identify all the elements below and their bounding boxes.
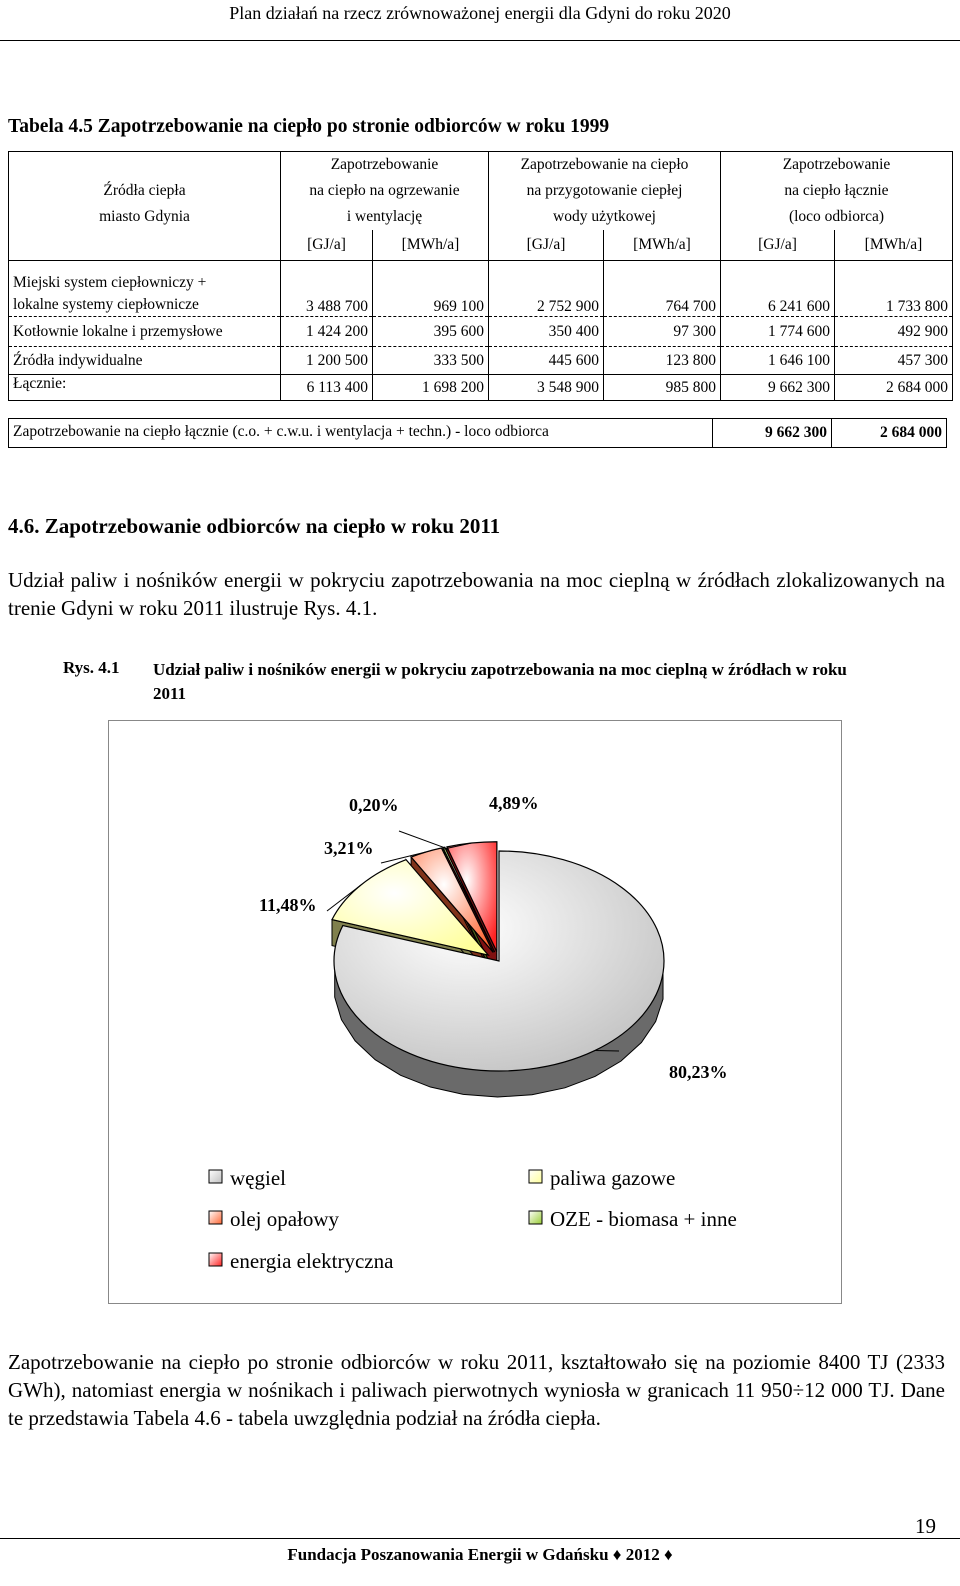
row-label: Miejski system ciepłowniczy + lokalne systemy ciepłownicze	[9, 261, 281, 317]
col-group-heating: Zapotrzebowanie	[281, 152, 489, 179]
table-cell: 2 684 000	[835, 375, 953, 401]
figure-number: Rys. 4.1	[63, 658, 120, 677]
summary-label: Zapotrzebowanie na ciepło łącznie (c.o. + c.w.u. i wentylacja + techn.) - loco odbiorca	[13, 423, 549, 440]
table-cell: 395 600	[373, 317, 489, 347]
table-row	[9, 317, 953, 347]
table-cell: 333 500	[373, 347, 489, 375]
unit-header: [GJ/a]	[489, 230, 604, 261]
summary-mwh-value: 2 684 000	[880, 424, 942, 441]
table-row	[9, 347, 953, 375]
table-cell: 2 752 900	[489, 261, 604, 317]
label-leader-line	[399, 831, 444, 847]
running-header: Plan działań na rzecz zrównoważonej energii dla Gdyni do roku 2020	[229, 3, 731, 23]
legend-label: OZE - biomasa + inne	[550, 1207, 737, 1231]
footer: Fundacja Poszanowania Energii w Gdańsku ♦ 2012 ♦	[287, 1545, 673, 1564]
table-cell: 492 900	[835, 317, 953, 347]
table-cell: 985 800	[604, 375, 721, 401]
data-label: 80,23%	[669, 1062, 728, 1082]
summary-row	[8, 418, 947, 448]
pie-chart-frame	[108, 720, 842, 1304]
unit-header: [MWh/a]	[373, 230, 489, 261]
legend-swatch	[529, 1211, 542, 1224]
table-cell: 969 100	[373, 261, 489, 317]
table-cell: 9 662 300	[721, 375, 835, 401]
table-cell: 6 113 400	[281, 375, 373, 401]
col-group-heating-line2: na ciepło na ogrzewanie	[281, 178, 489, 204]
demand-table	[8, 151, 953, 401]
table-cell: 1 200 500	[281, 347, 373, 375]
col-group-hot-water-line2: na przygotowanie ciepłej	[489, 178, 721, 204]
page-number: 19	[915, 1514, 936, 1538]
row-label: Łącznie:	[9, 375, 281, 401]
unit-header: [MWh/a]	[835, 230, 953, 261]
table-row-total	[9, 375, 953, 401]
figure-caption: Udział paliw i nośników energii w pokryciu zapotrzebowania na moc cieplną w źródłach w roku 2011	[153, 660, 847, 703]
table-cell: 350 400	[489, 317, 604, 347]
legend-label: olej opałowy	[230, 1207, 340, 1231]
corner-label-1: Źródła ciepła	[9, 178, 281, 204]
body-paragraph: Udział paliw i nośników energii w pokryciu zapotrzebowania na moc cieplną w źródłach zlokalizowanych na trenie Gdyni w roku 2011 ilustruje Rys. 4.1.	[8, 568, 945, 620]
table-cell: 457 300	[835, 347, 953, 375]
col-group-heating-line3: i wentylację	[281, 204, 489, 230]
table-cell: 97 300	[604, 317, 721, 347]
section-heading: 4.6. Zapotrzebowanie odbiorców na ciepło w roku 2011	[8, 514, 501, 538]
legend-swatch	[209, 1170, 222, 1183]
footer-rule	[0, 1538, 960, 1539]
legend-label: paliwa gazowe	[550, 1166, 676, 1190]
data-label: 11,48%	[259, 895, 317, 915]
legend-label: węgiel	[230, 1166, 286, 1190]
table-row	[9, 261, 953, 317]
row-label: Kotłownie lokalne i przemysłowe	[9, 317, 281, 347]
unit-header: [GJ/a]	[281, 230, 373, 261]
summary-gj-value: 9 662 300	[712, 419, 832, 447]
table-cell: 1 646 100	[721, 347, 835, 375]
table-cell: 123 800	[604, 347, 721, 375]
label-leader-line	[595, 1050, 619, 1051]
legend-swatch	[529, 1170, 542, 1183]
col-group-hot-water-line3: wody użytkowej	[489, 204, 721, 230]
col-group-total: Zapotrzebowanie	[721, 152, 953, 179]
legend-entry	[209, 1249, 394, 1273]
col-group-total-line3: (loco odbiorca)	[721, 204, 953, 230]
table-cell: 1 774 600	[721, 317, 835, 347]
data-label: 3,21%	[324, 838, 374, 858]
header-rule	[0, 40, 960, 41]
legend-entry	[209, 1207, 340, 1231]
table-cell: 764 700	[604, 261, 721, 317]
table-cell: 1 698 200	[373, 375, 489, 401]
row-label: Źródła indywidualne	[9, 347, 281, 375]
data-label: 0,20%	[349, 795, 399, 815]
col-group-total-line2: na ciepło łącznie	[721, 178, 953, 204]
table-caption: Tabela 4.5 Zapotrzebowanie na ciepło po stronie odbiorców w roku 1999	[8, 116, 610, 137]
corner-label-2: miasto Gdynia	[9, 204, 281, 230]
table-cell: 445 600	[489, 347, 604, 375]
legend-swatch	[209, 1211, 222, 1224]
legend-entry	[209, 1166, 286, 1190]
col-group-hot-water: Zapotrzebowanie na ciepło	[489, 152, 721, 179]
table-cell: 6 241 600	[721, 261, 835, 317]
legend-entry	[529, 1207, 737, 1231]
body-paragraph: Zapotrzebowanie na ciepło po stronie odbiorców w roku 2011, kształtowało się na poziomie 8400 TJ (2333 GWh), natomiast energia w nośnikach i paliwach pierwotnych wyniosła w granicach 11 950÷12 000 TJ. Dane te przedstawia Tabela 4.6 - tabela uwzględnia podział na źródła ciepła.	[8, 1350, 945, 1430]
legend-entry	[529, 1166, 675, 1190]
table-cell: 1 424 200	[281, 317, 373, 347]
unit-header: [MWh/a]	[604, 230, 721, 261]
legend-swatch	[209, 1253, 222, 1266]
pie-chart	[109, 721, 841, 1303]
table-cell: 3 548 900	[489, 375, 604, 401]
data-label: 4,89%	[489, 793, 539, 813]
table-cell: 3 488 700	[281, 261, 373, 317]
unit-header: [GJ/a]	[721, 230, 835, 261]
table-cell: 1 733 800	[835, 261, 953, 317]
legend-label: energia elektryczna	[230, 1249, 394, 1273]
